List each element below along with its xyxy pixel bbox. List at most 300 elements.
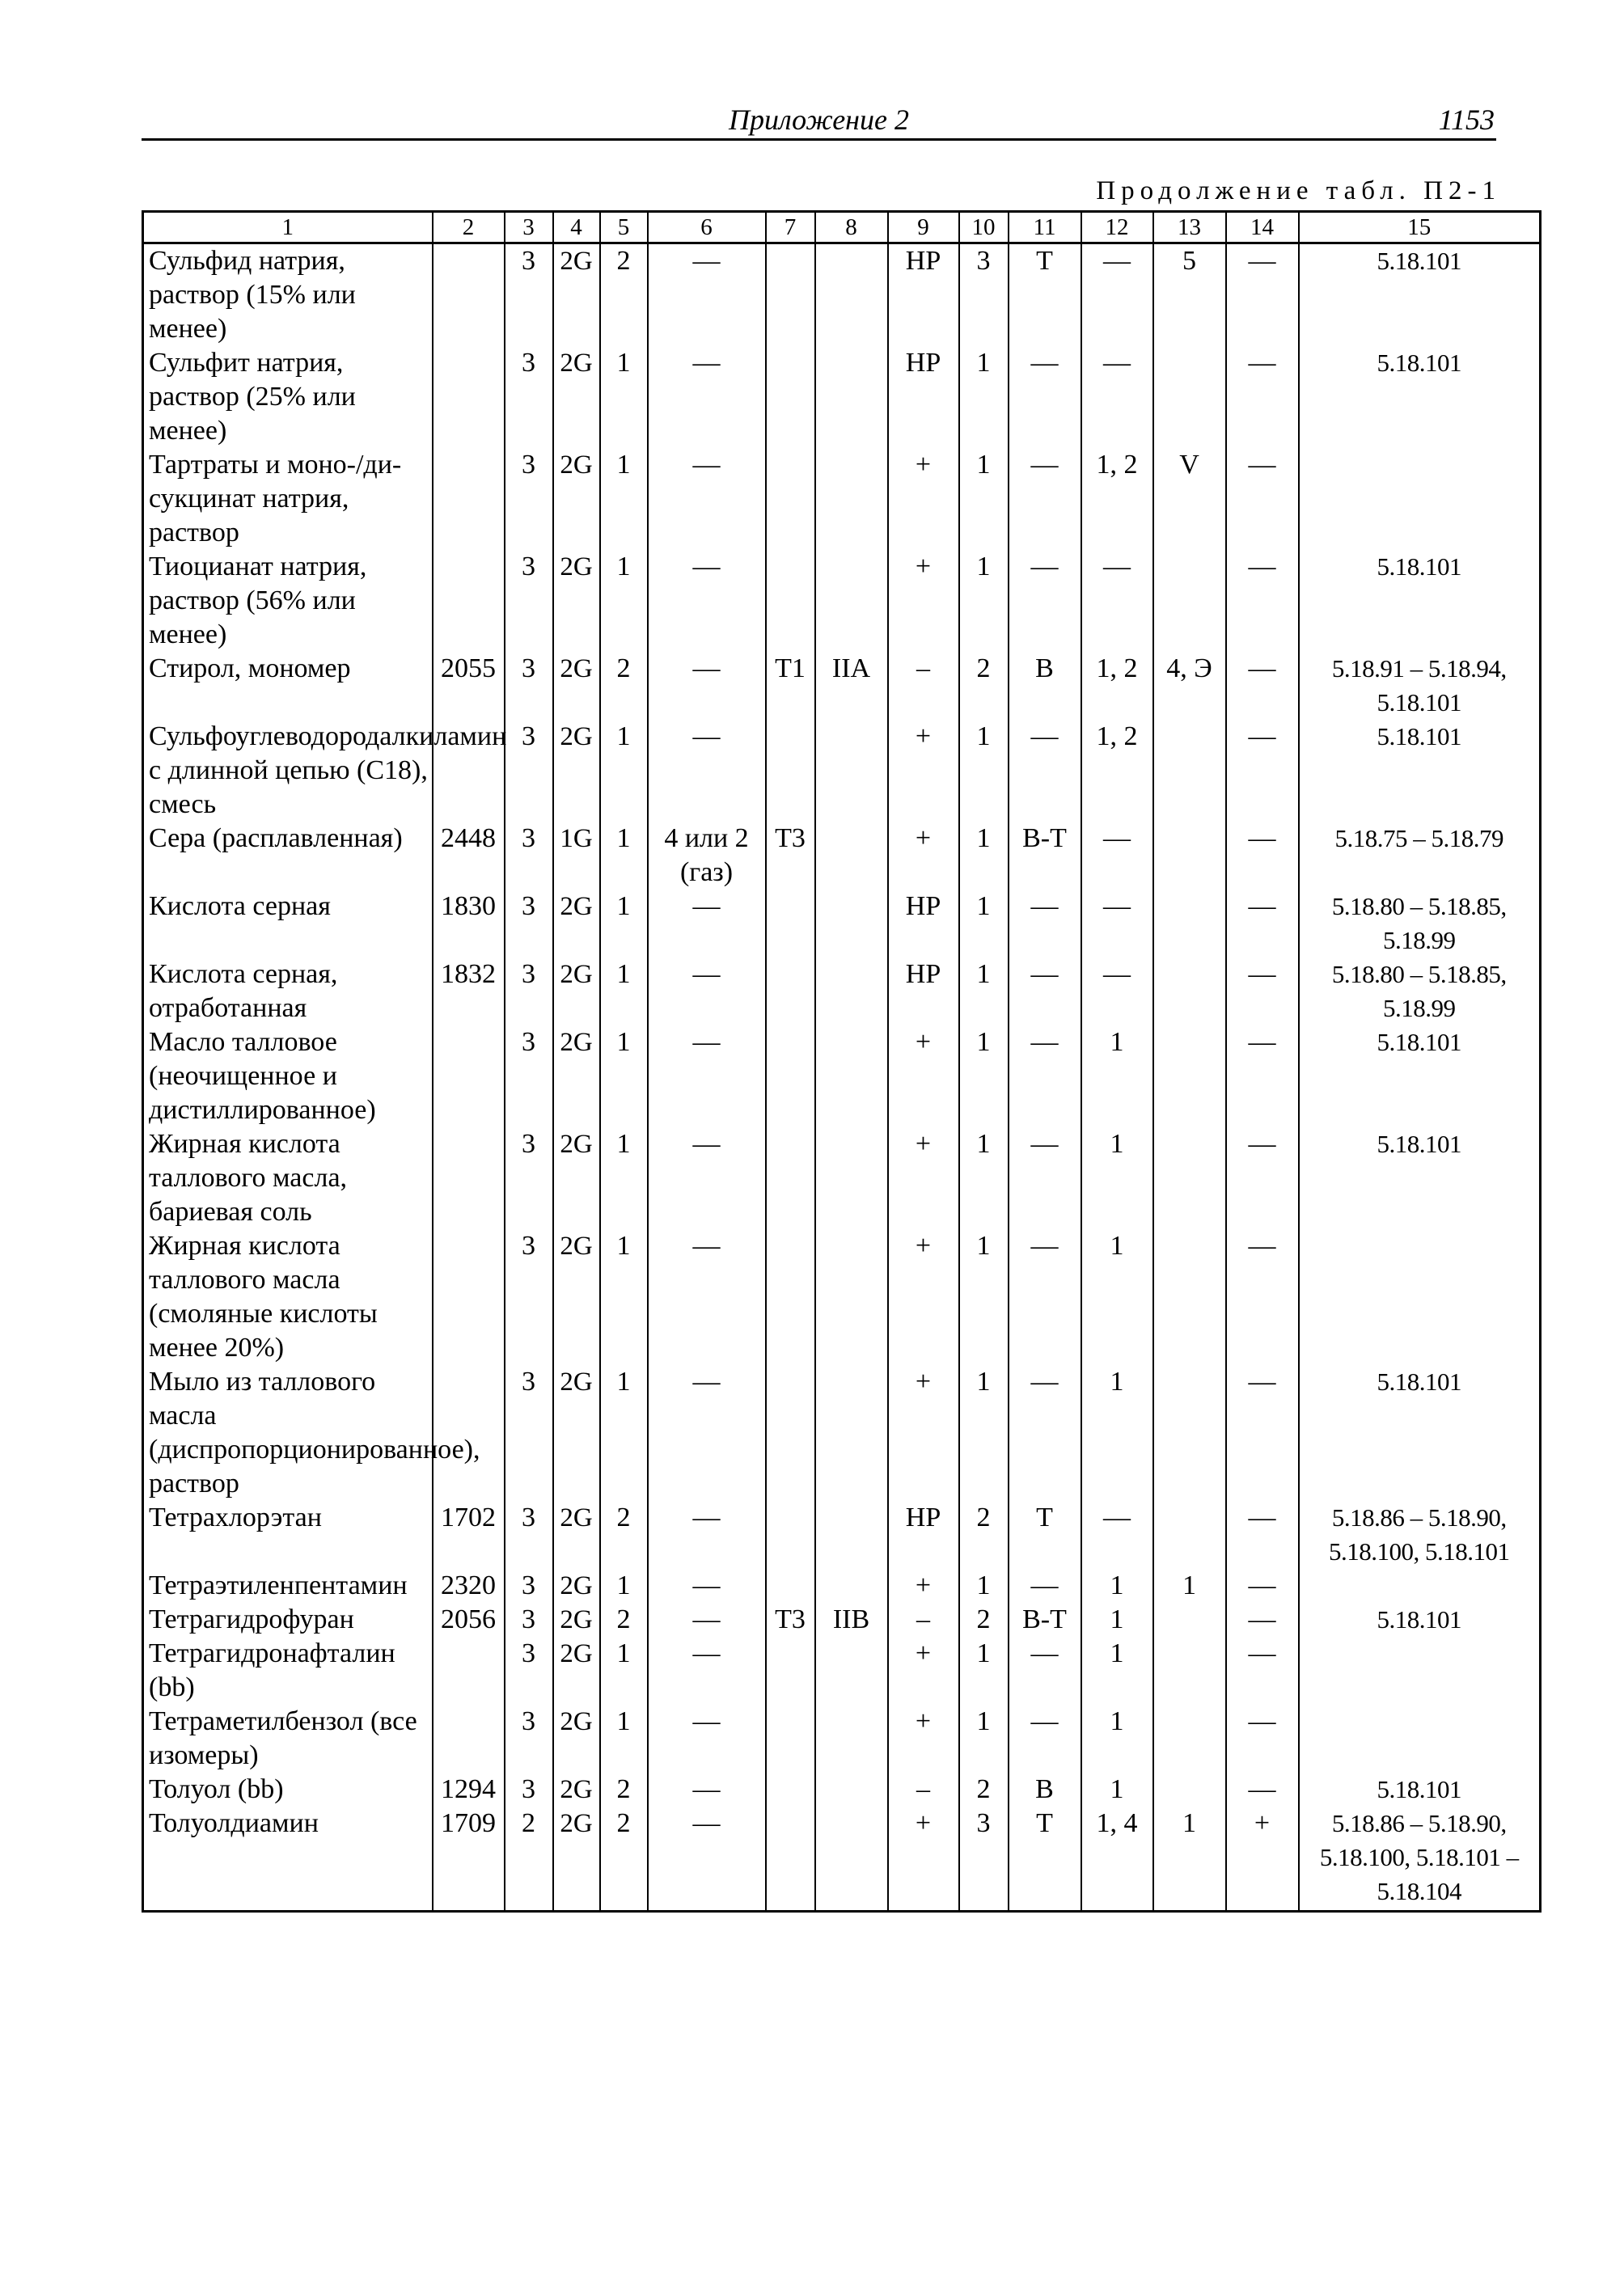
table-cell: 2 xyxy=(505,1807,553,1912)
table-row xyxy=(143,1569,1541,1603)
table-cell: 1 xyxy=(959,346,1009,448)
substance-name: Тетраэтиленпентамин xyxy=(143,1569,433,1603)
table-cell: — xyxy=(648,1025,766,1127)
table-cell: 2G xyxy=(553,1773,600,1807)
table-cell: Т3 xyxy=(766,822,815,890)
table-cell: 2 xyxy=(959,652,1009,720)
table-cell: 3 xyxy=(505,550,553,652)
table-cell: 3 xyxy=(505,1229,553,1365)
table-cell: — xyxy=(1009,550,1081,652)
table-cell xyxy=(815,1637,888,1705)
table-cell: 2055 xyxy=(433,652,505,720)
substances-table xyxy=(142,210,1542,1913)
table-cell: 1 xyxy=(1081,1025,1153,1127)
table-cell: — xyxy=(1226,1365,1299,1501)
table-cell: — xyxy=(1226,243,1299,347)
table-cell: — xyxy=(648,720,766,822)
table-cell: 3 xyxy=(505,822,553,890)
table-cell xyxy=(1153,822,1226,890)
table-cell: + xyxy=(1226,1807,1299,1912)
table-cell: В-Т xyxy=(1009,1603,1081,1637)
table-row xyxy=(143,957,1541,1025)
table-cell: В xyxy=(1009,652,1081,720)
table-cell xyxy=(766,1569,815,1603)
table-cell xyxy=(433,448,505,550)
table-cell: 1 xyxy=(959,1025,1009,1127)
table-cell: НР xyxy=(888,957,959,1025)
table-cell xyxy=(815,1569,888,1603)
table-cell xyxy=(1153,1127,1226,1229)
table-cell: — xyxy=(1009,720,1081,822)
table-row xyxy=(143,1229,1541,1365)
table-cell xyxy=(815,1807,888,1912)
table-cell xyxy=(1153,1603,1226,1637)
table-cell: — xyxy=(1226,1773,1299,1807)
table-cell: — xyxy=(1081,1501,1153,1569)
table-cell xyxy=(433,1127,505,1229)
table-cell: 1 xyxy=(959,448,1009,550)
table-cell xyxy=(815,1025,888,1127)
table-cell: — xyxy=(1081,822,1153,890)
table-cell: — xyxy=(1226,448,1299,550)
column-header: 13 xyxy=(1153,212,1226,243)
table-cell: 2G xyxy=(553,957,600,1025)
table-cell xyxy=(815,720,888,822)
table-cell: — xyxy=(1226,1025,1299,1127)
table-cell: 2 xyxy=(959,1773,1009,1807)
substance-name: Тиоцианат натрия, раствор (56% или менее) xyxy=(143,550,433,652)
table-cell: В-Т xyxy=(1009,822,1081,890)
table-cell: 4 или 2 (газ) xyxy=(648,822,766,890)
table-cell xyxy=(1153,1365,1226,1501)
substance-name: Кислота серная, отработанная xyxy=(143,957,433,1025)
table-cell: — xyxy=(1226,1637,1299,1705)
table-cell: + xyxy=(888,1705,959,1773)
table-cell: — xyxy=(1226,1569,1299,1603)
requirements-ref xyxy=(1299,1229,1541,1365)
table-cell: — xyxy=(1226,346,1299,448)
table-row xyxy=(143,890,1541,957)
column-header: 15 xyxy=(1299,212,1541,243)
table-cell: — xyxy=(1009,1705,1081,1773)
table-header-row xyxy=(143,212,1541,243)
table-cell: 3 xyxy=(505,1127,553,1229)
table-cell xyxy=(815,1705,888,1773)
table-cell: — xyxy=(648,1569,766,1603)
table-cell: 1 xyxy=(600,822,648,890)
table-cell: Т1 xyxy=(766,652,815,720)
table-cell: IIB xyxy=(815,1603,888,1637)
table-cell: — xyxy=(648,448,766,550)
table-row xyxy=(143,1025,1541,1127)
table-cell xyxy=(433,346,505,448)
table-cell: 4, Э xyxy=(1153,652,1226,720)
table-cell xyxy=(433,243,505,347)
table-cell xyxy=(433,1365,505,1501)
table-cell: — xyxy=(648,957,766,1025)
requirements-ref: 5.18.101 xyxy=(1299,1773,1541,1807)
table-body xyxy=(143,243,1541,1912)
column-header: 11 xyxy=(1009,212,1081,243)
table-cell: — xyxy=(1226,550,1299,652)
table-cell xyxy=(766,890,815,957)
table-cell: 2 xyxy=(600,1773,648,1807)
table-cell: 3 xyxy=(505,1773,553,1807)
table-cell: 1 xyxy=(959,1569,1009,1603)
table-cell: — xyxy=(1226,890,1299,957)
table-row xyxy=(143,1501,1541,1569)
table-cell: 3 xyxy=(505,652,553,720)
requirements-ref: 5.18.101 xyxy=(1299,1603,1541,1637)
table-cell: 1294 xyxy=(433,1773,505,1807)
table-cell: + xyxy=(888,1025,959,1127)
table-cell: 1 xyxy=(959,1637,1009,1705)
table-cell: 3 xyxy=(505,1637,553,1705)
table-cell: — xyxy=(648,550,766,652)
table-cell xyxy=(1153,1773,1226,1807)
table-cell: 2G xyxy=(553,550,600,652)
table-row xyxy=(143,1365,1541,1501)
requirements-ref: 5.18.101 xyxy=(1299,720,1541,822)
table-cell: + xyxy=(888,1229,959,1365)
table-cell: 1 xyxy=(959,1365,1009,1501)
table-cell: В xyxy=(1009,1773,1081,1807)
table-cell: — xyxy=(648,1127,766,1229)
table-cell: — xyxy=(1081,243,1153,347)
table-cell: 1 xyxy=(600,1705,648,1773)
table-cell: 1 xyxy=(600,1637,648,1705)
substance-name: Жирная кислота таллового масла (смоляные кислоты менее 20%) xyxy=(143,1229,433,1365)
table-cell: 1 xyxy=(1081,1127,1153,1229)
table-cell: 1 xyxy=(1153,1569,1226,1603)
table-cell: — xyxy=(1226,957,1299,1025)
table-cell: 2G xyxy=(553,1705,600,1773)
table-cell: 1 xyxy=(600,448,648,550)
table-cell: 1 xyxy=(1081,1569,1153,1603)
column-header: 3 xyxy=(505,212,553,243)
requirements-ref: 5.18.80 – 5.18.85, 5.18.99 xyxy=(1299,957,1541,1025)
table-cell: НР xyxy=(888,1501,959,1569)
table-cell xyxy=(1153,957,1226,1025)
table-cell: 1 xyxy=(959,957,1009,1025)
table-cell: + xyxy=(888,822,959,890)
table-cell xyxy=(433,1705,505,1773)
table-cell xyxy=(815,550,888,652)
table-cell: – xyxy=(888,1773,959,1807)
table-cell: 3 xyxy=(959,243,1009,347)
table-cell xyxy=(766,957,815,1025)
table-cell: — xyxy=(1226,1705,1299,1773)
table-row xyxy=(143,720,1541,822)
substance-name: Кислота серная xyxy=(143,890,433,957)
table-cell: – xyxy=(888,1603,959,1637)
table-cell: — xyxy=(648,346,766,448)
table-cell xyxy=(1153,1705,1226,1773)
table-cell: — xyxy=(1009,346,1081,448)
requirements-ref: 5.18.101 xyxy=(1299,346,1541,448)
table-cell xyxy=(766,1501,815,1569)
substance-name: Тетрахлорэтан xyxy=(143,1501,433,1569)
table-cell: — xyxy=(1226,1127,1299,1229)
table-cell xyxy=(766,1365,815,1501)
table-cell: НР xyxy=(888,890,959,957)
table-cell: 3 xyxy=(505,1025,553,1127)
table-cell: — xyxy=(1081,890,1153,957)
table-cell xyxy=(766,1127,815,1229)
table-cell xyxy=(815,1229,888,1365)
table-row xyxy=(143,822,1541,890)
table-cell: 2 xyxy=(959,1603,1009,1637)
table-cell xyxy=(433,1637,505,1705)
table-cell: 2 xyxy=(600,243,648,347)
requirements-ref: 5.18.101 xyxy=(1299,1365,1541,1501)
table-cell: + xyxy=(888,1365,959,1501)
table-cell xyxy=(766,448,815,550)
table-cell xyxy=(1153,890,1226,957)
requirements-ref: 5.18.101 xyxy=(1299,243,1541,347)
substance-name: Стирол, мономер xyxy=(143,652,433,720)
table-cell: 3 xyxy=(505,1569,553,1603)
table-cell: 1 xyxy=(959,550,1009,652)
table-cell xyxy=(766,1637,815,1705)
table-cell: 3 xyxy=(505,1365,553,1501)
requirements-ref: 5.18.101 xyxy=(1299,1025,1541,1127)
table-cell: — xyxy=(1081,346,1153,448)
table-cell: 2G xyxy=(553,1603,600,1637)
table-cell: 2320 xyxy=(433,1569,505,1603)
table-cell: 2G xyxy=(553,1569,600,1603)
table-cell: — xyxy=(1226,822,1299,890)
table-cell: 2 xyxy=(959,1501,1009,1569)
table-row xyxy=(143,1807,1541,1912)
column-header: 9 xyxy=(888,212,959,243)
table-row xyxy=(143,652,1541,720)
table-cell: Т3 xyxy=(766,1603,815,1637)
column-header: 5 xyxy=(600,212,648,243)
table-row xyxy=(143,1637,1541,1705)
table-cell xyxy=(815,1127,888,1229)
table-row xyxy=(143,1127,1541,1229)
page-header xyxy=(142,104,1496,141)
table-cell: 1 xyxy=(600,1569,648,1603)
table-cell xyxy=(766,1025,815,1127)
table-cell xyxy=(815,1501,888,1569)
substance-name: Тетраметилбензол (все изомеры) xyxy=(143,1705,433,1773)
column-header: 6 xyxy=(648,212,766,243)
table-cell: 2G xyxy=(553,720,600,822)
table-cell: — xyxy=(1081,550,1153,652)
table-cell: 1G xyxy=(553,822,600,890)
table-cell: 2448 xyxy=(433,822,505,890)
column-header: 14 xyxy=(1226,212,1299,243)
table-cell: 1 xyxy=(600,720,648,822)
table-cell: 2G xyxy=(553,1127,600,1229)
table-cell: 1 xyxy=(959,1229,1009,1365)
requirements-ref: 5.18.91 – 5.18.94, 5.18.101 xyxy=(1299,652,1541,720)
table-cell: 5 xyxy=(1153,243,1226,347)
table-cell: 1 xyxy=(600,1229,648,1365)
column-header: 7 xyxy=(766,212,815,243)
table-cell: 2G xyxy=(553,243,600,347)
table-cell: 2 xyxy=(600,1501,648,1569)
table-cell: 1 xyxy=(600,346,648,448)
table-cell: — xyxy=(1226,1603,1299,1637)
table-cell xyxy=(815,957,888,1025)
table-cell: 1 xyxy=(1081,1773,1153,1807)
table-cell: 3 xyxy=(505,448,553,550)
table-cell: — xyxy=(648,1705,766,1773)
table-cell: 1709 xyxy=(433,1807,505,1912)
table-cell: 1 xyxy=(1081,1637,1153,1705)
table-cell: — xyxy=(1081,957,1153,1025)
table-cell: + xyxy=(888,1637,959,1705)
table-cell: 2 xyxy=(600,652,648,720)
table-cell: — xyxy=(648,652,766,720)
requirements-ref: 5.18.86 – 5.18.90, 5.18.100, 5.18.101 xyxy=(1299,1501,1541,1569)
table-cell: — xyxy=(1226,652,1299,720)
table-cell xyxy=(1153,346,1226,448)
table-cell: 1 xyxy=(959,822,1009,890)
table-cell: 2G xyxy=(553,652,600,720)
table-cell: 2G xyxy=(553,1365,600,1501)
table-cell: — xyxy=(1009,1365,1081,1501)
table-cell xyxy=(815,346,888,448)
table-cell: 3 xyxy=(505,1603,553,1637)
table-cell: Т xyxy=(1009,243,1081,347)
table-cell: 1 xyxy=(1081,1603,1153,1637)
table-cell: — xyxy=(1226,1229,1299,1365)
table-cell xyxy=(766,1705,815,1773)
table-cell xyxy=(766,1229,815,1365)
table-cell: 1 xyxy=(1081,1705,1153,1773)
table-cell: + xyxy=(888,448,959,550)
table-cell: 1832 xyxy=(433,957,505,1025)
table-cell xyxy=(433,550,505,652)
requirements-ref xyxy=(1299,1705,1541,1773)
requirements-ref xyxy=(1299,1637,1541,1705)
table-cell xyxy=(815,822,888,890)
table-cell: — xyxy=(1009,1569,1081,1603)
table-cell: — xyxy=(1226,1501,1299,1569)
table-cell: 3 xyxy=(505,957,553,1025)
substance-name: Масло талловое (неочищенное и дистиллированное) xyxy=(143,1025,433,1127)
table-cell: 2G xyxy=(553,448,600,550)
table-row xyxy=(143,448,1541,550)
substance-name: Толуолдиамин xyxy=(143,1807,433,1912)
table-cell: — xyxy=(1009,1025,1081,1127)
requirements-ref: 5.18.86 – 5.18.90, 5.18.100, 5.18.101 – 5.18.104 xyxy=(1299,1807,1541,1912)
table-cell: 1 xyxy=(1081,1365,1153,1501)
table-cell: 1 xyxy=(959,1705,1009,1773)
table-row xyxy=(143,243,1541,347)
table-cell: — xyxy=(1009,1637,1081,1705)
table-cell: 1, 4 xyxy=(1081,1807,1153,1912)
table-cell: + xyxy=(888,550,959,652)
table-cell: 1 xyxy=(1153,1807,1226,1912)
substance-name: Жирная кислота таллового масла, бариевая соль xyxy=(143,1127,433,1229)
table-cell: 1 xyxy=(600,1025,648,1127)
table-cell: + xyxy=(888,1127,959,1229)
table-cell: – xyxy=(888,652,959,720)
table-cell xyxy=(815,448,888,550)
table-cell xyxy=(1153,1501,1226,1569)
table-cell xyxy=(766,550,815,652)
requirements-ref xyxy=(1299,448,1541,550)
table-cell: — xyxy=(648,1229,766,1365)
table-cell: — xyxy=(648,890,766,957)
table-cell: 1 xyxy=(600,550,648,652)
table-cell xyxy=(815,243,888,347)
table-cell: — xyxy=(648,1365,766,1501)
table-cell: 1, 2 xyxy=(1081,720,1153,822)
table-cell: 3 xyxy=(959,1807,1009,1912)
table-cell: 1 xyxy=(1081,1229,1153,1365)
table-cell: 2G xyxy=(553,1637,600,1705)
table-row xyxy=(143,1705,1541,1773)
table-cell: 2056 xyxy=(433,1603,505,1637)
table-cell xyxy=(766,720,815,822)
table-cell: 1830 xyxy=(433,890,505,957)
table-row xyxy=(143,1773,1541,1807)
requirements-ref: 5.18.101 xyxy=(1299,550,1541,652)
table-cell: — xyxy=(1009,957,1081,1025)
table-cell: 1 xyxy=(600,1365,648,1501)
table-cell: 1 xyxy=(600,890,648,957)
column-header: 8 xyxy=(815,212,888,243)
table-cell xyxy=(433,1229,505,1365)
table-cell: 2 xyxy=(600,1807,648,1912)
table-cell: 2 xyxy=(600,1603,648,1637)
substance-name: Тетрагидрофуран xyxy=(143,1603,433,1637)
table-cell: 2G xyxy=(553,1025,600,1127)
table-cell xyxy=(815,1773,888,1807)
substance-name: Мыло из таллового масла (диспропорционированное), раствор xyxy=(143,1365,433,1501)
table-cell: — xyxy=(1226,720,1299,822)
substance-name: Тетрагидронафталин (bb) xyxy=(143,1637,433,1705)
column-header: 12 xyxy=(1081,212,1153,243)
table-cell: 3 xyxy=(505,346,553,448)
table-cell: 2G xyxy=(553,890,600,957)
table-cell: + xyxy=(888,1807,959,1912)
table-cell: 3 xyxy=(505,1705,553,1773)
table-cell: — xyxy=(1009,1127,1081,1229)
table-cell xyxy=(766,243,815,347)
requirements-ref: 5.18.101 xyxy=(1299,1127,1541,1229)
column-header: 2 xyxy=(433,212,505,243)
table-cell: 1 xyxy=(600,1127,648,1229)
table-cell: 3 xyxy=(505,1501,553,1569)
table-cell: — xyxy=(648,1773,766,1807)
table-cell: Т xyxy=(1009,1501,1081,1569)
table-cell: 1 xyxy=(959,890,1009,957)
table-cell xyxy=(1153,550,1226,652)
table-cell: — xyxy=(1009,1229,1081,1365)
substance-name: Толуол (bb) xyxy=(143,1773,433,1807)
table-cell: 1, 2 xyxy=(1081,448,1153,550)
substance-name: Тартраты и моно-/ди-сукцинат натрия, раствор xyxy=(143,448,433,550)
table-cell xyxy=(1153,1229,1226,1365)
table-row xyxy=(143,346,1541,448)
requirements-ref: 5.18.75 – 5.18.79 xyxy=(1299,822,1541,890)
table-cell: 1702 xyxy=(433,1501,505,1569)
table-cell: 3 xyxy=(505,720,553,822)
table-cell: — xyxy=(1009,890,1081,957)
table-cell: + xyxy=(888,1569,959,1603)
table-cell xyxy=(1153,720,1226,822)
table-cell: IIA xyxy=(815,652,888,720)
table-cell: 1 xyxy=(959,720,1009,822)
substance-name: Сульфоуглеводородалкиламин с длинной цепью (С18), смесь xyxy=(143,720,433,822)
